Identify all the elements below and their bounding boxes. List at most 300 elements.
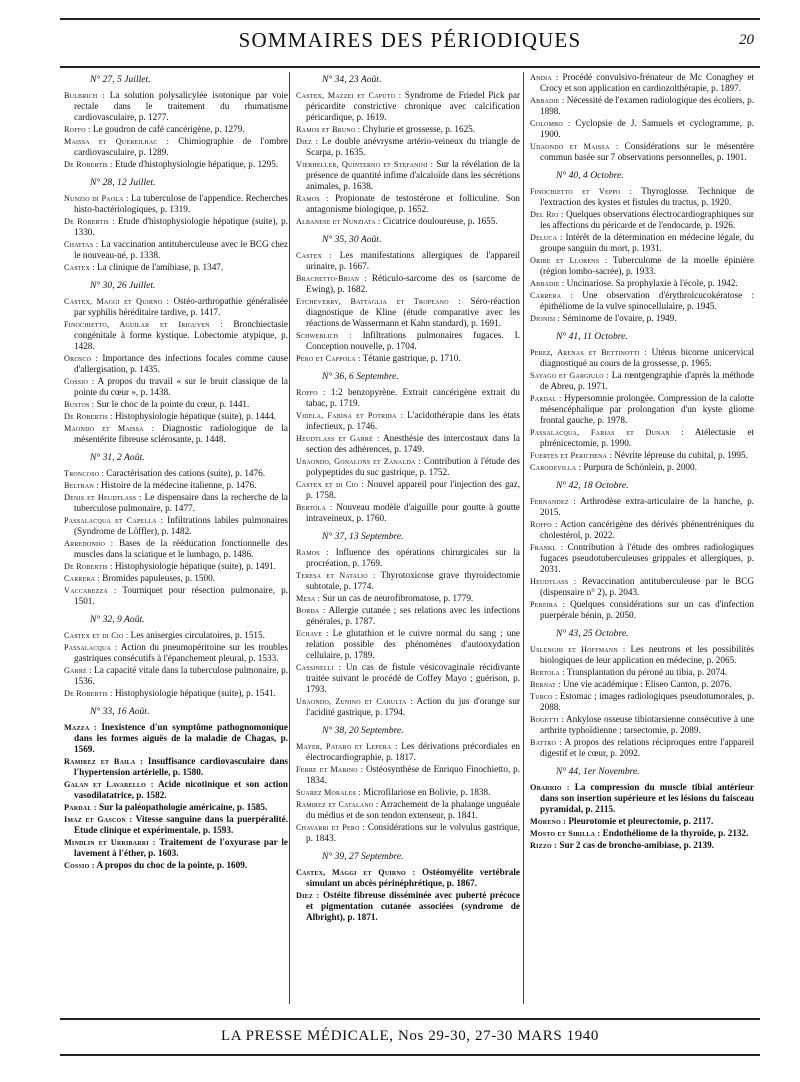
entry-authors: Passalacqua et Capella :	[64, 516, 164, 525]
entry-title: Une observation d'érythrolcucokératose : épithéliome de la vulve spinocellulaire, p. 1945.	[540, 290, 755, 311]
abstract-entry	[64, 802, 288, 813]
entry-authors: Maissa et Quereilhac :	[64, 137, 170, 146]
entry-authors: Finochietto et Veppo :	[530, 187, 633, 196]
abstract-entry	[530, 782, 754, 815]
entry-authors: De Robertis :	[64, 160, 113, 169]
entry-title: Thyrotoxicose grave thyroïdectomie subtotale, p. 1774.	[306, 570, 520, 591]
entry-authors: Ubaondo, Zunino et Carulta :	[296, 697, 413, 706]
entry-title: Pleurotomie et pleurectomie, p. 2117.	[568, 816, 714, 826]
column-1	[64, 72, 288, 872]
entry-title: Considérations sur le volvulus gastrique, p. 1843.	[306, 822, 520, 843]
entry-title: Séminome de l'ovaire, p. 1949.	[562, 313, 677, 323]
entry-title: Intérêt de la détermination en médecine légale, du groupe sanguin du mort, p. 1931.	[540, 232, 754, 253]
abstract-entry	[296, 764, 520, 786]
entry-authors: Bertola :	[296, 503, 333, 512]
entry-title: Les manifestations allergiques de l'appareil urinaire, p. 1667.	[306, 250, 520, 271]
entry-authors: Deluca :	[530, 233, 563, 242]
abstract-entry	[296, 136, 520, 158]
issue-heading: N° 35, 30 Août.	[322, 234, 382, 245]
entry-authors: Arredondo :	[64, 539, 114, 548]
entry-authors: Pero et Cappola :	[296, 354, 361, 363]
issue-heading: N° 44, 1er Novembre.	[556, 766, 640, 777]
entry-title: Sur la révélation de la présence de quantité infime d'alcaloïde dans les sécrétions animales, p. 1638.	[306, 159, 520, 191]
entry-title: Syndrome de Friedel Pick par péricardite constrictive chronique avec calcification péricardique, p. 1619.	[306, 90, 521, 122]
abstract-entry	[64, 860, 288, 871]
issue-heading: N° 42, 18 Octobre.	[556, 480, 629, 491]
entry-title: A propos du choc de la pointe, p. 1609.	[96, 860, 248, 870]
entry-authors: Beltran :	[64, 481, 99, 490]
issue-heading: N° 32, 9 Août.	[90, 614, 145, 625]
entry-title: Un cas de fistule vésicovaginale récidivante traitée suivant le procédé de Coffey Mayo ; guérison, p. 1793.	[306, 662, 521, 694]
entry-authors: Pardal :	[530, 394, 562, 403]
abstract-entry	[64, 193, 288, 215]
entry-authors: Roffo :	[64, 125, 91, 134]
entry-title: Diagnostic radiologique de la mésentérite fibreuse sclérosante, p. 1448.	[74, 423, 288, 444]
entry-title: Ostéosynthèse de Enriquo Finochietto, p. 1834.	[306, 764, 521, 785]
entry-authors: Pardal :	[64, 803, 97, 812]
entry-title: Histophysiologie hépatique (suite), p. 1444.	[114, 411, 276, 421]
entry-title: Uncinariose. Sa prophylaxie à l'école, p. 1942.	[566, 278, 738, 288]
entry-authors: Castex et di Cio :	[296, 480, 364, 489]
entry-title: Microfilariose en Bolivie, p. 1838.	[363, 787, 491, 797]
entry-authors: Mosto et Sibilla :	[530, 829, 601, 838]
abstract-entry	[530, 828, 754, 839]
abstract-entry	[296, 890, 520, 923]
entry-title: Nouvel appareil pour l'injection des gaz, p. 1758.	[306, 479, 521, 500]
entry-title: L'acidothérapie dans les états infectieux, p. 1746.	[306, 410, 520, 431]
entry-title: Sur 2 cas de broncho-amibiase, p. 2139.	[559, 840, 714, 850]
entry-title: Thyroglosse. Technique de l'extraction des kystes et fistules du tractus, p. 1920.	[540, 186, 755, 207]
abstract-entry	[530, 290, 754, 312]
entry-authors: Andia :	[530, 73, 559, 82]
entry-authors: Roffo :	[530, 520, 558, 529]
abstract-entry	[530, 496, 754, 518]
abstract-entry	[530, 141, 754, 163]
issue-heading: N° 36, 6 Septembre.	[322, 371, 399, 382]
abstract-entry	[530, 313, 754, 324]
entry-title: Importance des infections focales comme cause d'allergisation, p. 1435.	[74, 353, 289, 374]
abstract-entry	[64, 779, 288, 801]
entry-authors: Mazza :	[64, 723, 97, 732]
abstract-entry	[296, 479, 520, 501]
entry-title: Influence des opérations chirurgicales sur la procréation, p. 1769.	[306, 547, 520, 568]
entry-authors: Heudtlass :	[530, 577, 577, 586]
abstract-entry	[64, 90, 288, 123]
entry-authors: Teresa et Natalio :	[296, 571, 376, 580]
entry-title: Quelques considérations sur un cas d'infection puerpérale bénin, p. 2050.	[540, 599, 755, 620]
abstract-entry	[296, 456, 520, 478]
entry-title: Allergie cutanée ; ses relations avec les infections générales, p. 1787.	[306, 605, 520, 626]
abstract-entry	[296, 410, 520, 432]
abstract-entry	[530, 644, 754, 666]
entry-title: Le glutathion et le cuivre normal du sang ; une relation possible des phénomènes d'autooxydation cellulaire, p. 1789.	[306, 628, 520, 660]
abstract-entry	[530, 95, 754, 117]
entry-title: Action du jus d'orange sur l'acidité gastrique, p. 1794.	[306, 696, 520, 717]
abstract-entry	[296, 741, 520, 763]
entry-authors: Bertola :	[530, 668, 565, 677]
abstract-entry	[296, 547, 520, 569]
entry-title: Contribution à l'étude des ombres radiologiques fugaces pseudotuberculeuses grippales et allergiques, p. 2031.	[540, 542, 754, 574]
entry-authors: Dionisi :	[530, 314, 561, 323]
entry-authors: Castex :	[296, 251, 333, 260]
abstract-entry	[530, 840, 754, 851]
entry-authors: Cassinelli :	[296, 663, 342, 672]
entry-authors: Passalacqua, Farias et Dunan :	[530, 428, 684, 437]
abstract-entry	[296, 628, 520, 661]
entry-authors: De Robertis :	[64, 412, 113, 421]
abstract-entry	[296, 273, 520, 295]
entry-authors: Bogetti :	[530, 715, 564, 724]
abstract-entry	[296, 193, 520, 215]
entry-title: Utérus bicorne unicervical diagnostiqué au cours de la grossesse, p. 1965.	[540, 347, 755, 368]
issue-heading: N° 37, 13 Septembre.	[322, 531, 404, 542]
entry-title: Réticulo-sarcome des os (sarcome de Ewing), p. 1682.	[306, 273, 520, 294]
abstract-entry	[530, 278, 754, 289]
entry-title: La vaccination antituberculeuse avec le BCG chez le nouveau-né, p. 1338.	[74, 239, 289, 260]
entry-title: Arrachement de la phalange unguéale du médius et de son tendon extenseur, p. 1841.	[306, 799, 521, 820]
abstract-entry	[530, 186, 754, 208]
entry-authors: Ramirez et Baila :	[64, 757, 144, 766]
abstract-entry	[64, 468, 288, 479]
abstract-entry	[530, 714, 754, 736]
abstract-entry	[296, 433, 520, 455]
entry-title: Sur la paléopathologie américaine, p. 1585.	[99, 802, 268, 812]
issue-heading: N° 33, 16 Août.	[90, 706, 150, 717]
entry-authors: Ferre et Marino :	[296, 765, 364, 774]
entry-authors: Denis et Heudtlass :	[64, 493, 142, 502]
page-footer	[60, 1018, 760, 1056]
entry-title: Considérations sur le mésentère commun basée sur 7 observations personnelles, p. 1901.	[540, 141, 755, 162]
entry-title: Insuffisance cardiovasculaire dans l'hypertension artérielle, p. 1580.	[74, 756, 289, 777]
abstract-entry	[64, 561, 288, 572]
abstract-entry	[530, 72, 754, 94]
abstract-entry	[64, 515, 288, 537]
page-title: SOMMAIRES DES PÉRIODIQUES	[238, 28, 582, 52]
entry-authors: Maondo et Maissa :	[64, 424, 155, 433]
abstract-entry	[530, 347, 754, 369]
page-number: 20	[739, 32, 754, 48]
entry-authors: Obarrio :	[530, 783, 570, 792]
entry-title: Infiltrations pulmonaires fugaces. I. Conception nouvelle, p. 1704.	[306, 330, 520, 351]
abstract-entry	[530, 255, 754, 277]
abstract-entry	[64, 216, 288, 238]
abstract-entry	[530, 519, 754, 541]
issue-heading: N° 41, 11 Octobre.	[556, 331, 628, 342]
entry-title: La capacité vitale dans la tuberculose pulmonaire, p. 1536.	[74, 665, 288, 686]
entry-title: Nouveau modèle d'aiguille pour goutte à goutte intraveineux, p. 1760.	[306, 502, 521, 523]
entry-title: Purpura de Schönlein, p. 2000.	[583, 462, 697, 472]
entry-title: Caractérisation des cations (suite), p. 1476.	[106, 468, 265, 478]
entry-authors: Brachetto-Brian :	[296, 274, 367, 283]
entry-authors: Suarez Morales :	[296, 788, 361, 797]
entry-authors: Nunzio di Paola :	[64, 194, 129, 203]
entry-authors: Borda :	[296, 606, 326, 615]
abstract-entry	[530, 542, 754, 575]
entry-title: Etude d'histophysiologie hépatique (suite), p. 1330.	[74, 216, 289, 237]
abstract-entry	[296, 570, 520, 592]
entry-authors: Galan et Lavarello :	[64, 780, 154, 789]
entry-authors: Bulbrich :	[64, 91, 105, 100]
entry-title: Arthrodèse extra-articulaire de la hanche, p. 2015.	[540, 496, 754, 517]
entry-title: La tuberculose de l'appendice. Recherches histo-bactériologiques, p. 1319.	[74, 193, 289, 214]
entry-title: Action cancérigène des dérivés phénentréniques du cholestérol, p. 2022.	[540, 519, 754, 540]
entry-title: Histophysiologie hépatique (suite), p. 1491.	[114, 561, 276, 571]
abstract-entry	[64, 688, 288, 699]
entry-authors: Passalacqua :	[64, 643, 118, 652]
entry-title: Quelques observations électrocardiographiques sur les affections du péricarde et de l'endocarde, p. 1926.	[540, 209, 754, 230]
abstract-entry	[64, 492, 288, 514]
entry-authors: Castex et di Cio :	[64, 631, 129, 640]
entry-title: Contribution à l'étude des polypeptides du suc gastrique, p. 1752.	[306, 456, 520, 477]
entry-authors: Albanese et Nunziata :	[296, 217, 381, 226]
entry-title: La compression du muscle tibial antérieur dans son insertion supérieure et les lésions du faisceau pyramidal, p. 2115.	[540, 782, 754, 814]
abstract-entry	[530, 209, 754, 231]
abstract-entry	[530, 462, 754, 473]
entry-authors: Carrera :	[530, 291, 573, 300]
entry-title: Histoire de la médecine italienne, p. 1476.	[101, 480, 257, 490]
entry-authors: Rizzo :	[530, 841, 558, 850]
abstract-entry	[530, 576, 754, 598]
abstract-entry	[530, 450, 754, 461]
entry-authors: Moreno :	[530, 817, 567, 826]
issue-heading: N° 43, 25 Octobre.	[556, 628, 629, 639]
entry-authors: Abbadie :	[530, 96, 565, 105]
entry-title: Nécessité de l'examen radiologique des écoliers, p. 1898.	[540, 95, 755, 116]
issue-heading: N° 40, 4 Octobre.	[556, 170, 624, 181]
entry-title: Le dispensaire dans la recherche de la tuberculose pulmonaire, p. 1477.	[74, 492, 288, 513]
journal-page	[60, 18, 760, 1068]
abstract-entry	[64, 136, 288, 158]
entry-authors: Oribe et Llorens :	[530, 256, 608, 265]
issue-heading: N° 30, 26 Juillet.	[90, 280, 156, 291]
abstract-entry	[64, 411, 288, 422]
entry-title: Les neutrons et les possibilités biologiques de leur application en médecine, p. 2065.	[540, 644, 754, 665]
entry-title: Infiltrations labiles pulmonaires (Syndrome de Löffler), p. 1482.	[74, 515, 288, 536]
entry-authors: De Robertis :	[64, 562, 113, 571]
abstract-entry	[64, 573, 288, 584]
entry-authors: Bernat :	[530, 680, 561, 689]
entry-title: Hypersomnie prolongée. Compression de la calotte mésencéphalique par prolongation d'un kyste gliome frontal gauche, p. 1978.	[540, 393, 754, 425]
abstract-entry	[64, 159, 288, 170]
entry-authors: Chavarri et Pero :	[296, 823, 365, 832]
entry-authors: Del Rio :	[530, 210, 564, 219]
abstract-entry	[530, 118, 754, 140]
entry-title: Une vie académique : Eliseo Canton, p. 2076.	[563, 679, 732, 689]
abstract-entry	[64, 722, 288, 755]
page-header	[60, 18, 760, 68]
abstract-entry	[296, 124, 520, 135]
abstract-entry	[530, 393, 754, 426]
abstract-entry	[530, 599, 754, 621]
entry-authors: De Robertis :	[64, 217, 115, 226]
abstract-entry	[64, 630, 288, 641]
entry-authors: Heudtlass et Garré :	[296, 434, 380, 443]
abstract-entry	[64, 538, 288, 560]
entry-title: Procédé convulsivo-frénateur de Mc Conaghey et Crocy et son application en cardiozolthérapie, p. 1897.	[540, 72, 754, 93]
footer-citation: LA PRESSE MÉDICALE, Nos 29-30, 27-30 MARS 1940	[220, 1028, 600, 1044]
entry-title: Estomac ; images radiologiques pseudotumorales, p. 2088.	[540, 691, 754, 712]
entry-title: Sur un cas de neurofibromatose, p. 1779.	[322, 593, 474, 603]
issue-heading: N° 27, 5 Juillet.	[90, 74, 151, 85]
abstract-entry	[530, 427, 754, 449]
entry-title: Sur le choc de la pointe du cœur, p. 1441.	[96, 399, 250, 409]
entry-authors: Ramos :	[296, 194, 329, 203]
entry-title: A propos des relations réciproques entre l'appareil digestif et le cœur, p. 2092.	[540, 737, 755, 758]
abstract-entry	[530, 679, 754, 690]
entry-authors: Frankl :	[530, 543, 564, 552]
entry-authors: Fernandez :	[530, 497, 576, 506]
entry-title: Action du pneumopéritoine sur les troubles gastriques consécutifs à l'épanchement pleural, p. 1533.	[74, 642, 288, 663]
entry-authors: Vierheller, Quinterno et Stefanini :	[296, 160, 434, 169]
entry-title: Les dérivations précordiales en électrocardiographie, p. 1817.	[306, 741, 521, 762]
entry-title: Acide nicotinique et son action vasodilatatrice, p. 1582.	[74, 779, 289, 800]
abstract-entry	[530, 816, 754, 827]
abstract-entry	[296, 696, 520, 718]
entry-title: Transplantation du péroné au tibia, p. 2074.	[566, 667, 728, 677]
entry-title: Tuberculome de la moelle épinière (région lombo-sacrée), p. 1933.	[540, 255, 755, 276]
abstract-entry	[296, 787, 520, 798]
issue-heading: N° 31, 2 Août.	[90, 452, 145, 463]
entry-title: Ostéomyélite vertébrale simulant un abcès périnéphrétique, p. 1867.	[306, 867, 521, 888]
entry-title: Séro-réaction diagnostique de Kline (étude comparative avec les réactions de Wassermann et Kahn standard), p. 1691.	[306, 296, 520, 328]
abstract-entry	[64, 480, 288, 491]
entry-title: Tourniquet pour résection pulmonaire, p. 1501.	[74, 585, 288, 606]
entry-authors: Pereira :	[530, 600, 566, 609]
abstract-entry	[296, 662, 520, 695]
entry-authors: De Robertis :	[64, 689, 113, 698]
abstract-entry	[64, 376, 288, 398]
abstract-entry	[530, 370, 754, 392]
entry-authors: Mindlin et Urribarri :	[64, 838, 156, 847]
entry-title: Ankylose osseuse tibiotarsienne consécutive à une arthrite typhoïdienne ; tarsectomie, p. 2089.	[540, 714, 754, 735]
issue-heading: N° 28, 12 Juillet.	[90, 177, 156, 188]
entry-authors: Schweblich :	[296, 331, 352, 340]
entry-title: Chimiographie de l'ombre cardiovasculaire, p. 1289.	[74, 136, 288, 157]
entry-title: Cyclopsie de J. Samuels et cyclogramme, p. 1900.	[540, 118, 754, 139]
issue-heading: N° 39, 27 Septembre.	[322, 851, 404, 862]
abstract-entry	[64, 665, 288, 687]
entry-authors: Echave :	[296, 629, 329, 638]
entry-title: Vitesse sanguine dans la puerpéralité. Etude clinique et expérimentale, p. 1593.	[74, 814, 288, 835]
abstract-entry	[530, 691, 754, 713]
entry-authors: Castex, Maggi et Quirno :	[296, 868, 416, 877]
abstract-entry	[64, 353, 288, 375]
entry-authors: Garré :	[64, 666, 92, 675]
entry-authors: Diez :	[296, 137, 319, 146]
abstract-entry	[64, 262, 288, 273]
entry-title: Bronchiectasie congénitale à forme kystique. Lobectomie atypique, p. 1428.	[74, 319, 288, 351]
entry-authors: Abbadie :	[530, 279, 565, 288]
abstract-entry	[296, 159, 520, 192]
entry-title: Revaccination antituberculeuse par le BCG (dispensaire n° 2), p. 2043.	[540, 576, 754, 597]
entry-authors: Diez :	[296, 891, 320, 900]
abstract-entry	[64, 756, 288, 778]
abstract-entry	[296, 502, 520, 524]
abstract-entry	[296, 593, 520, 604]
abstract-entry	[64, 399, 288, 410]
abstract-entry	[64, 319, 288, 352]
entry-authors: Cossio :	[64, 861, 95, 870]
entry-authors: Videla, Fabina et Potrida :	[296, 411, 404, 420]
abstract-entry	[64, 642, 288, 664]
entry-authors: Turco :	[530, 692, 558, 701]
entry-title: Cicatrice douloureuse, p. 1655.	[382, 216, 498, 226]
entry-title: Propionate de testostérone et folliculine. Son antagonisme biologique, p. 1652.	[306, 193, 521, 214]
abstract-entry	[296, 387, 520, 409]
entry-authors: Ubaondo, Gonalons et Zanalda :	[296, 457, 421, 466]
entry-title: La clinique de l'amibiase, p. 1347.	[97, 262, 224, 272]
entry-title: Traitement de l'oxyurase par le lavement à l'éther, p. 1603.	[74, 837, 288, 858]
entry-authors: Mayer, Pataro et Lepera :	[296, 742, 398, 751]
entry-title: Bases de la rééducation fonctionnelle des muscles dans la sciatique et le lumbago, p. 1486.	[74, 538, 288, 559]
entry-authors: Fuertes et Perichena :	[530, 451, 612, 460]
entry-authors: Ramos et Bruno :	[296, 125, 361, 134]
entry-authors: Colombo :	[530, 119, 571, 128]
entry-authors: Etcheverry, Battaglia et Tropeano :	[296, 297, 461, 306]
abstract-entry	[64, 423, 288, 445]
entry-title: Les anisergies circulatoires, p. 1515.	[130, 630, 265, 640]
entry-authors: Carrera :	[64, 574, 100, 583]
columns-container	[60, 72, 760, 1006]
entry-authors: Mesa :	[296, 594, 321, 603]
entry-authors: Castex :	[64, 263, 95, 272]
entry-authors: Bustos :	[64, 400, 95, 409]
entry-title: Chylurie et grossesse, p. 1625.	[362, 124, 476, 134]
entry-authors: Orosco :	[64, 354, 98, 363]
abstract-entry	[64, 585, 288, 607]
abstract-entry	[296, 822, 520, 844]
entry-authors: Carodevilla :	[530, 463, 582, 472]
entry-title: La solution polysalicylée isotonique par voie rectale dans le traitement du rhumatisme cardiovasculaire, p. 1277.	[74, 90, 288, 122]
abstract-entry	[296, 867, 520, 889]
column-2	[296, 72, 520, 924]
entry-authors: Troncoso :	[64, 469, 104, 478]
issue-heading: N° 34, 23 Août.	[322, 74, 382, 85]
entry-title: Le goudron de café cancérigène, p. 1279.	[92, 124, 245, 134]
entry-authors: Ramirez et Catalano :	[296, 800, 379, 809]
entry-title: 1:2 benzopyrène. Extrait cancérigène extrait du tabac, p. 1719.	[306, 387, 520, 408]
entry-title: La rœntgengraphie d'après la méthode de Abreu, p. 1971.	[540, 370, 754, 391]
abstract-entry	[296, 296, 520, 329]
abstract-entry	[296, 605, 520, 627]
entry-title: A propos du travail « sur le bruit classique de la pointe du cœur », p. 1438.	[74, 376, 288, 397]
entry-authors: Uslenghi et Hoffmann :	[530, 645, 626, 654]
entry-authors: Cossio :	[64, 377, 95, 386]
abstract-entry	[64, 814, 288, 836]
entry-authors: Sayago et Gargiulo :	[530, 371, 610, 380]
abstract-entry	[530, 737, 754, 759]
entry-authors: Udaondo et Maissa :	[530, 142, 619, 151]
abstract-entry	[296, 216, 520, 227]
abstract-entry	[64, 296, 288, 318]
abstract-entry	[296, 250, 520, 272]
entry-title: Inexistence d'un symptôme pathognomonique dans les formes aiguës de la maladie de Chagas, p. 1569.	[74, 722, 288, 754]
entry-title: Tétanie gastrique, p. 1710.	[362, 353, 461, 363]
abstract-entry	[296, 90, 520, 123]
entry-title: Névrite lépreuse du cubital, p. 1995.	[614, 450, 748, 460]
abstract-entry	[296, 330, 520, 352]
entry-title: Bromides papuleuses, p. 1500.	[102, 573, 216, 583]
entry-authors: Vaccarezza :	[64, 586, 117, 595]
entry-title: Anesthésie des intercostaux dans la section des adhérences, p. 1749.	[306, 433, 521, 454]
issue-heading: N° 38, 20 Septembre.	[322, 725, 404, 736]
entry-authors: Chattas :	[64, 240, 99, 249]
abstract-entry	[530, 232, 754, 254]
column-3	[530, 72, 754, 852]
entry-title: Endothéliome de la thyroïde, p. 2132.	[602, 828, 749, 838]
entry-title: Ostéo-arthropathie généralisée par syphilis héréditaire tardive, p. 1417.	[74, 296, 288, 317]
abstract-entry	[530, 667, 754, 678]
